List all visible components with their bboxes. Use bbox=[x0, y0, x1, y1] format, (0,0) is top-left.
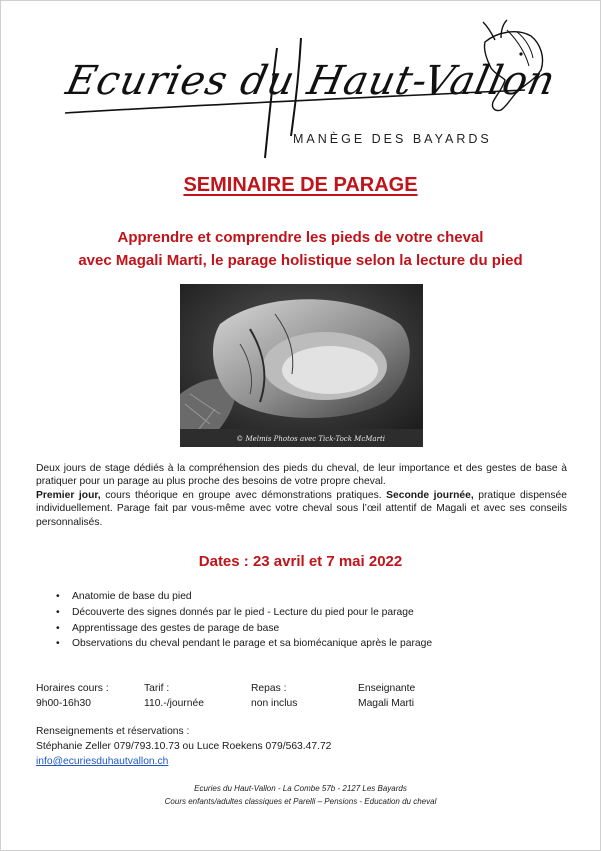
list-item: • Découverte des signes donnés par le pied - Lecture du pied pour le parage bbox=[56, 605, 432, 621]
email-link[interactable]: info@ecuriesduhautvallon.ch bbox=[36, 756, 169, 767]
list-item: • Observations du cheval pendant le parage et sa biomécanique après le parage bbox=[56, 636, 432, 652]
enseignante-value: Magali Marti bbox=[358, 698, 415, 709]
intro-paragraph-1: Deux jours de stage dédiés à la compréhension des pieds du cheval, de leur importance et des gestes de base à pratiquer pour un parage au plus proche des besoins de votre propre cheval. bbox=[36, 463, 567, 488]
intro-text bbox=[36, 462, 567, 529]
enseignante-label: Enseignante bbox=[358, 683, 416, 694]
hoof-illustration bbox=[180, 284, 423, 447]
photo-credit: © Melmis Photos avec Tick-Tock McMarti bbox=[236, 435, 385, 443]
logo bbox=[55, 18, 560, 168]
page-title-text: SEMINAIRE DE PARAGE bbox=[183, 174, 418, 196]
day1-text: cours théorique en groupe avec démonstrations pratiques. bbox=[100, 489, 387, 501]
topics-list bbox=[56, 589, 432, 652]
tarif-label: Tarif : bbox=[144, 683, 170, 694]
repas-value: non inclus bbox=[251, 698, 298, 709]
dates-heading: Dates : 23 avril et 7 mai 2022 bbox=[198, 553, 403, 570]
hoof-photo bbox=[180, 284, 423, 447]
tarif-column bbox=[144, 681, 204, 711]
repas-column bbox=[251, 681, 297, 711]
tarif-value: 110.-/journée bbox=[144, 698, 204, 709]
horaires-column bbox=[36, 681, 109, 711]
horaires-value: 9h00-16h30 bbox=[36, 698, 91, 709]
list-item: • Anatomie de base du pied bbox=[56, 589, 432, 605]
logo-script-text: Ecuries du Haut-Vallon bbox=[62, 58, 560, 104]
footer-address: Ecuries du Haut-Vallon - La Combe 57b - 2127 Les Bayards bbox=[194, 784, 407, 793]
repas-label: Repas : bbox=[251, 683, 287, 694]
subtitle-line-2: avec Magali Marti, le parage holistique selon la lecture du pied bbox=[78, 252, 523, 269]
contact-heading: Renseignements et réservations : bbox=[36, 726, 190, 737]
horaires-label: Horaires cours : bbox=[36, 683, 109, 694]
footer-services: Cours enfants/adultes classiques et Parelli – Pensions - Education du cheval bbox=[164, 797, 437, 806]
intro-paragraph-2 bbox=[36, 489, 567, 529]
list-item: • Apprentissage des gestes de parage de base bbox=[56, 621, 432, 637]
subtitle-line-1: Apprendre et comprendre les pieds de votre cheval bbox=[117, 229, 484, 246]
day2-text: pratique dispensée individuellement. Parage fait par vous-même avec votre cheval sous l’œil attentif de Magali et avec ses conseils personnalisés. bbox=[36, 489, 567, 528]
enseignante-column bbox=[358, 681, 415, 711]
day1-label: Premier jour, bbox=[36, 489, 101, 501]
logo-subtitle: MANÈGE DES BAYARDS bbox=[293, 132, 492, 146]
page-title bbox=[0, 174, 601, 197]
contact-names: Stéphanie Zeller 079/793.10.73 ou Luce Roekens 079/563.47.72 bbox=[36, 741, 332, 752]
day2-label: Seconde journée, bbox=[386, 489, 474, 501]
